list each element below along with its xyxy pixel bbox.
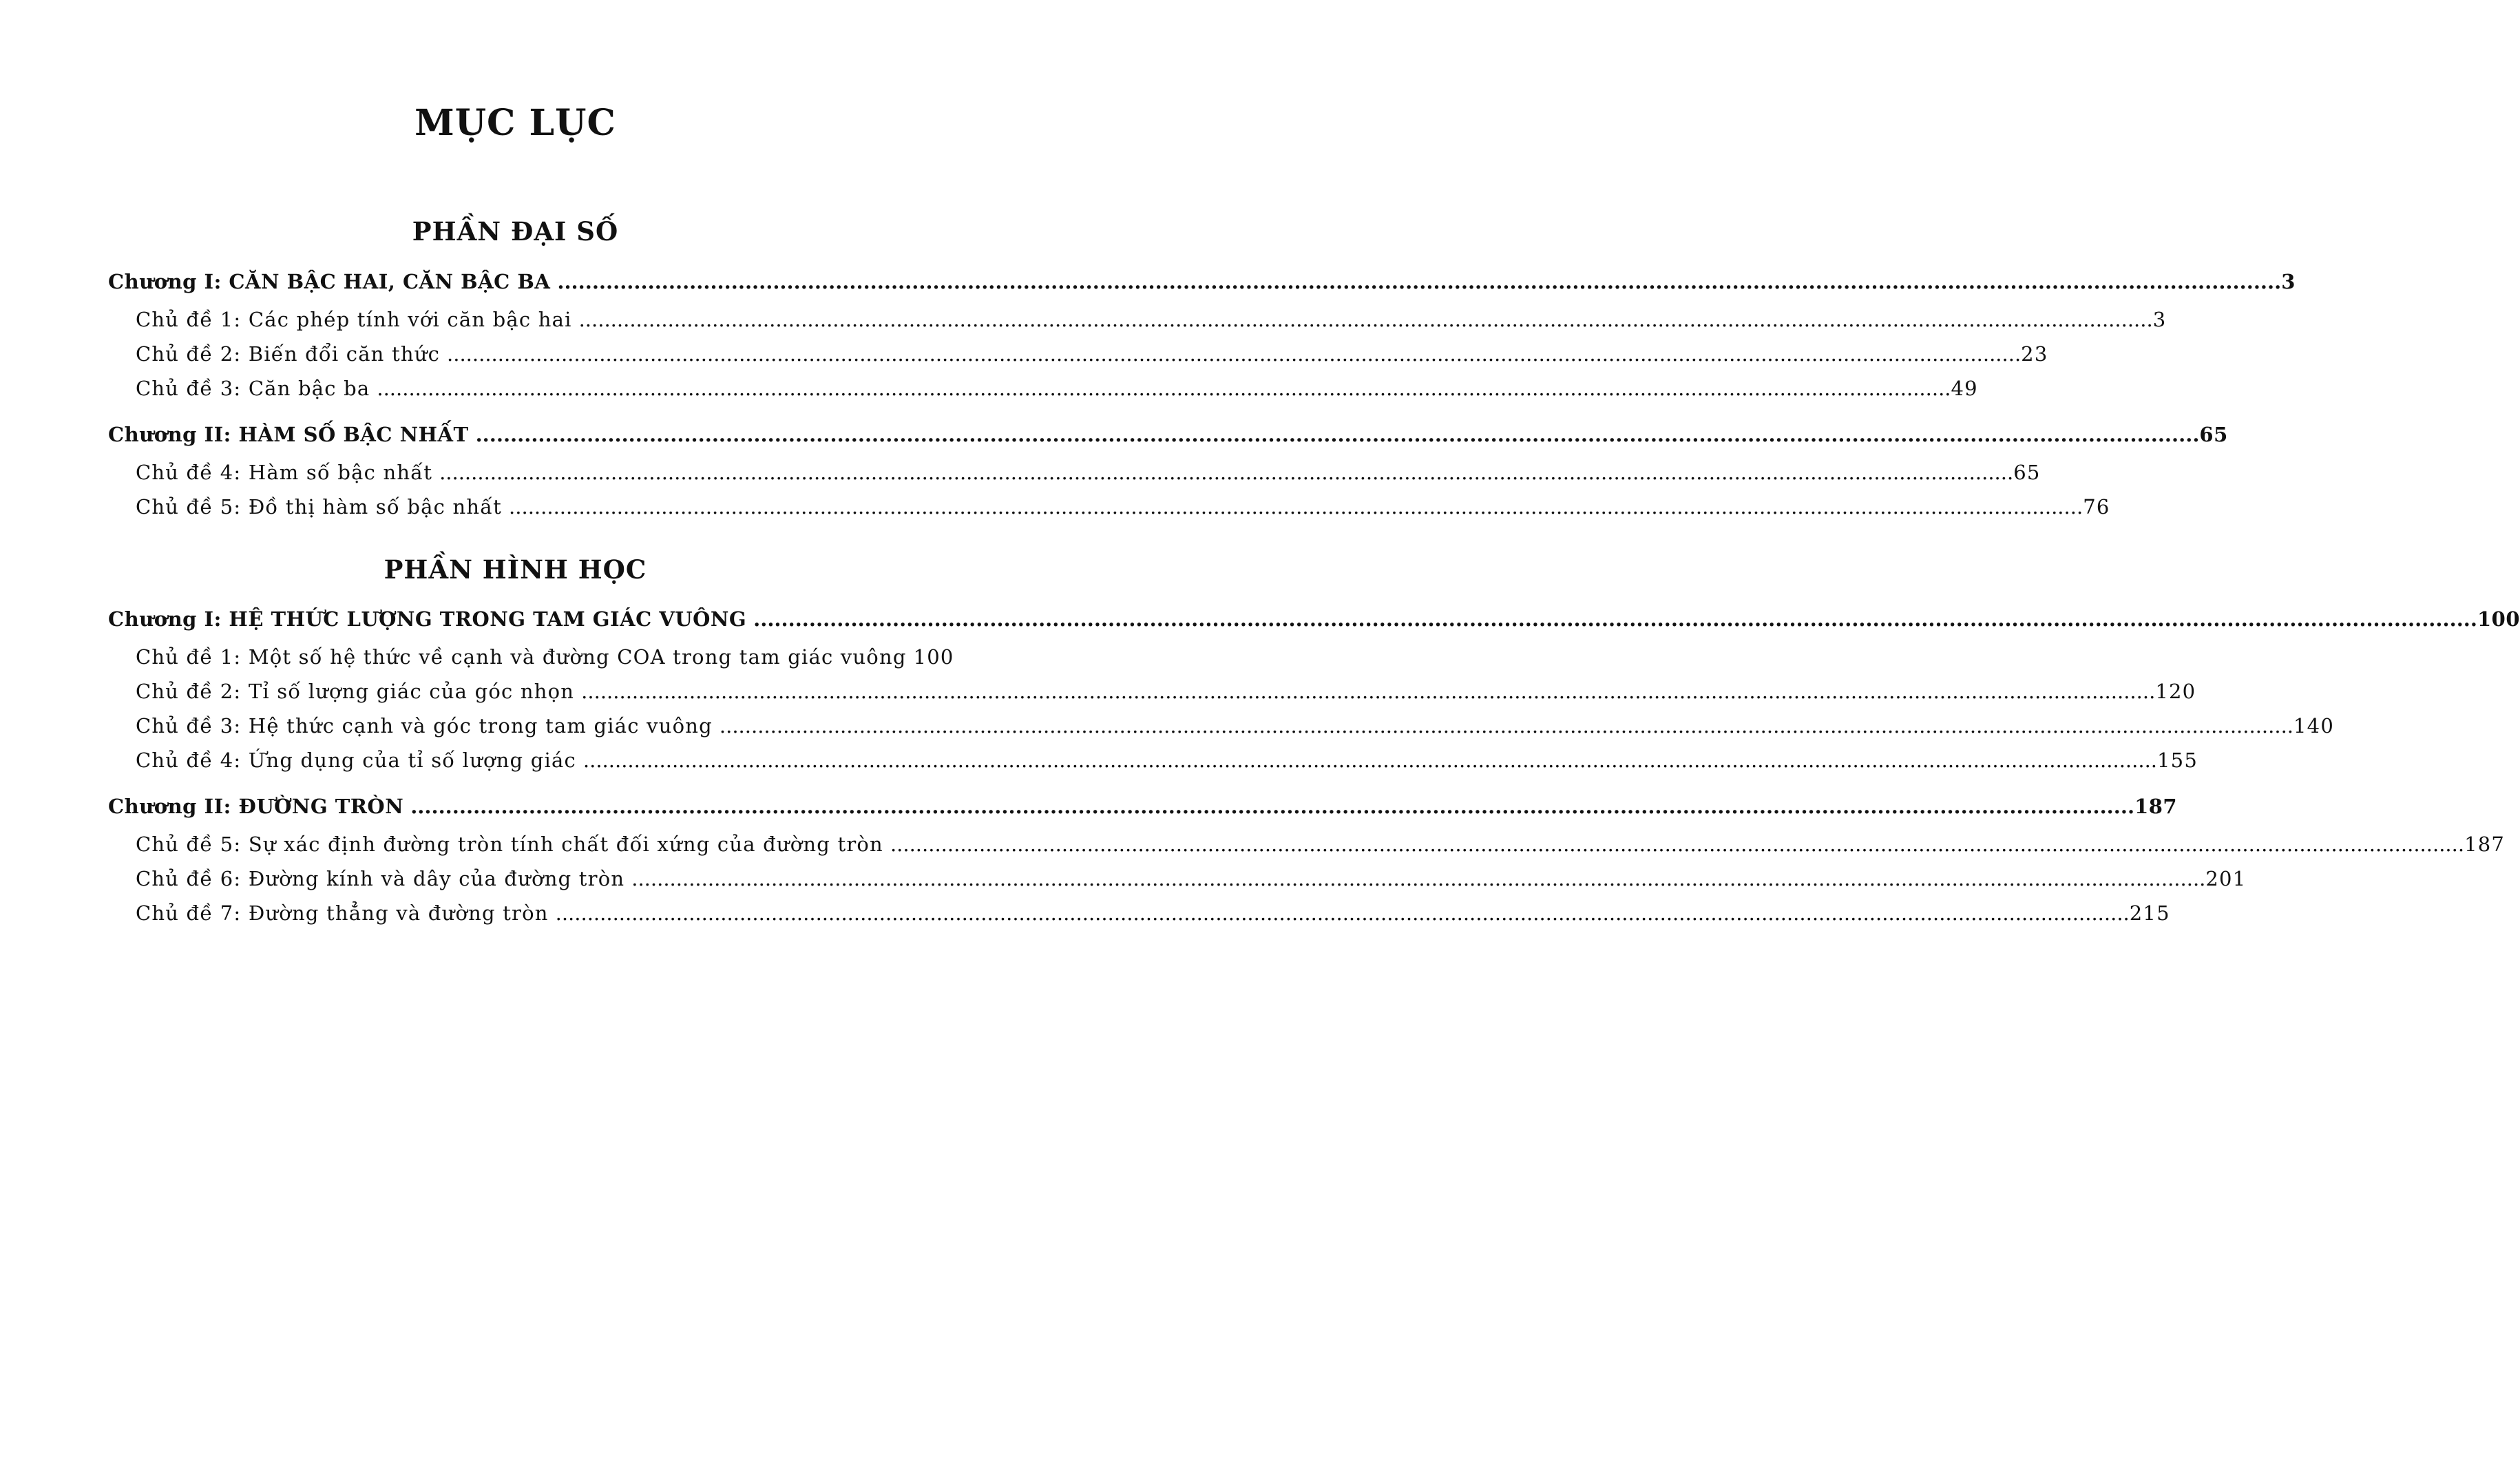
toc-topic-geometry-7[interactable] bbox=[136, 901, 2170, 925]
chapter-label: Chương II: HÀM SỐ BẬC NHẤT bbox=[108, 423, 469, 446]
page-number: 201 bbox=[2205, 867, 2247, 890]
dot-leader bbox=[579, 308, 2153, 331]
part-title-geometry: PHẦN HÌNH HỌC bbox=[384, 554, 647, 585]
page-number: 49 bbox=[1951, 377, 1978, 400]
toc-topic-algebra-2[interactable] bbox=[136, 342, 2048, 366]
page-number: 215 bbox=[2129, 901, 2170, 925]
chapter-label: Chương II: ĐƯỜNG TRÒN bbox=[108, 795, 404, 818]
dot-leader bbox=[447, 342, 2021, 366]
toc-topic-algebra-4[interactable] bbox=[136, 461, 2041, 484]
topic-label: Chủ đề 2: Biến đổi căn thức bbox=[136, 342, 441, 366]
page-number: 65 bbox=[2013, 461, 2041, 484]
toc-topic-geometry-3[interactable] bbox=[136, 714, 2334, 738]
dot-leader bbox=[509, 495, 2083, 519]
page-title: MỤC LỤC bbox=[414, 102, 616, 144]
page-number: 187 bbox=[2134, 795, 2178, 818]
toc-topic-geometry-2[interactable] bbox=[136, 680, 2196, 703]
chapter-label: Chương I: HỆ THỨC LƯỢNG TRONG TAM GIÁC VUÔNG bbox=[108, 607, 747, 631]
page-number: 140 bbox=[2293, 714, 2334, 738]
toc-topic-geometry-6[interactable] bbox=[136, 867, 2247, 890]
topic-label: Chủ đề 3: Hệ thức cạnh và góc trong tam giác vuông bbox=[136, 714, 713, 738]
topic-label: Chủ đề 4: Ứng dụng của tỉ số lượng giác bbox=[136, 749, 576, 772]
dot-leader bbox=[890, 833, 2464, 856]
topic-label: Chủ đề 1: Một số hệ thức về cạnh và đường COA trong tam giác vuông bbox=[136, 645, 907, 669]
topic-label: Chủ đề 1: Các phép tính với căn bậc hai bbox=[136, 308, 572, 331]
toc-chapter-geometry-2[interactable] bbox=[108, 795, 2178, 818]
dot-leader bbox=[583, 749, 2157, 772]
page-number: 187 bbox=[2464, 833, 2506, 856]
page-number: 65 bbox=[2199, 423, 2228, 446]
topic-label: Chủ đề 5: Sự xác định đường tròn tính chất đối xứng của đường tròn bbox=[136, 833, 883, 856]
page-number: 155 bbox=[2157, 749, 2198, 772]
page-number: 100 bbox=[2477, 607, 2520, 631]
toc-chapter-algebra-1[interactable] bbox=[108, 270, 2296, 293]
dot-leader bbox=[753, 607, 2477, 631]
dot-leader bbox=[720, 714, 2293, 738]
toc-topic-algebra-5[interactable] bbox=[136, 495, 2110, 519]
toc-chapter-geometry-1[interactable] bbox=[108, 607, 2520, 631]
dot-leader bbox=[439, 461, 2013, 484]
dot-leader bbox=[631, 867, 2205, 890]
topic-label: Chủ đề 4: Hàm số bậc nhất bbox=[136, 461, 433, 484]
dot-leader bbox=[410, 795, 2134, 818]
part-title-algebra: PHẦN ĐẠI SỐ bbox=[412, 216, 619, 247]
page-number: 3 bbox=[2281, 270, 2296, 293]
toc-chapter-algebra-2[interactable] bbox=[108, 423, 2228, 446]
toc-topic-algebra-1[interactable] bbox=[136, 308, 2167, 331]
chapter-label: Chương I: CĂN BẬC HAI, CĂN BẬC BA bbox=[108, 270, 551, 293]
page-number: 100 bbox=[913, 645, 954, 669]
page-number: 23 bbox=[2021, 342, 2048, 366]
dot-leader bbox=[377, 377, 1951, 400]
dot-leader bbox=[476, 423, 2200, 446]
dot-leader bbox=[556, 901, 2130, 925]
topic-label: Chủ đề 6: Đường kính và dây của đường tròn bbox=[136, 867, 625, 890]
topic-label: Chủ đề 2: Tỉ số lượng giác của góc nhọn bbox=[136, 680, 575, 703]
topic-label: Chủ đề 3: Căn bậc ba bbox=[136, 377, 370, 400]
toc-topic-geometry-1[interactable] bbox=[136, 645, 954, 669]
topic-label: Chủ đề 7: Đường thẳng và đường tròn bbox=[136, 901, 549, 925]
toc-topic-geometry-4[interactable] bbox=[136, 749, 2198, 772]
toc-topic-geometry-5[interactable] bbox=[136, 833, 2506, 856]
toc-topic-algebra-3[interactable] bbox=[136, 377, 1978, 400]
dot-leader bbox=[581, 680, 2155, 703]
page-number: 76 bbox=[2083, 495, 2110, 519]
page-number: 120 bbox=[2155, 680, 2196, 703]
page-number: 3 bbox=[2152, 308, 2167, 331]
topic-label: Chủ đề 5: Đồ thị hàm số bậc nhất bbox=[136, 495, 503, 519]
dot-leader bbox=[557, 270, 2281, 293]
